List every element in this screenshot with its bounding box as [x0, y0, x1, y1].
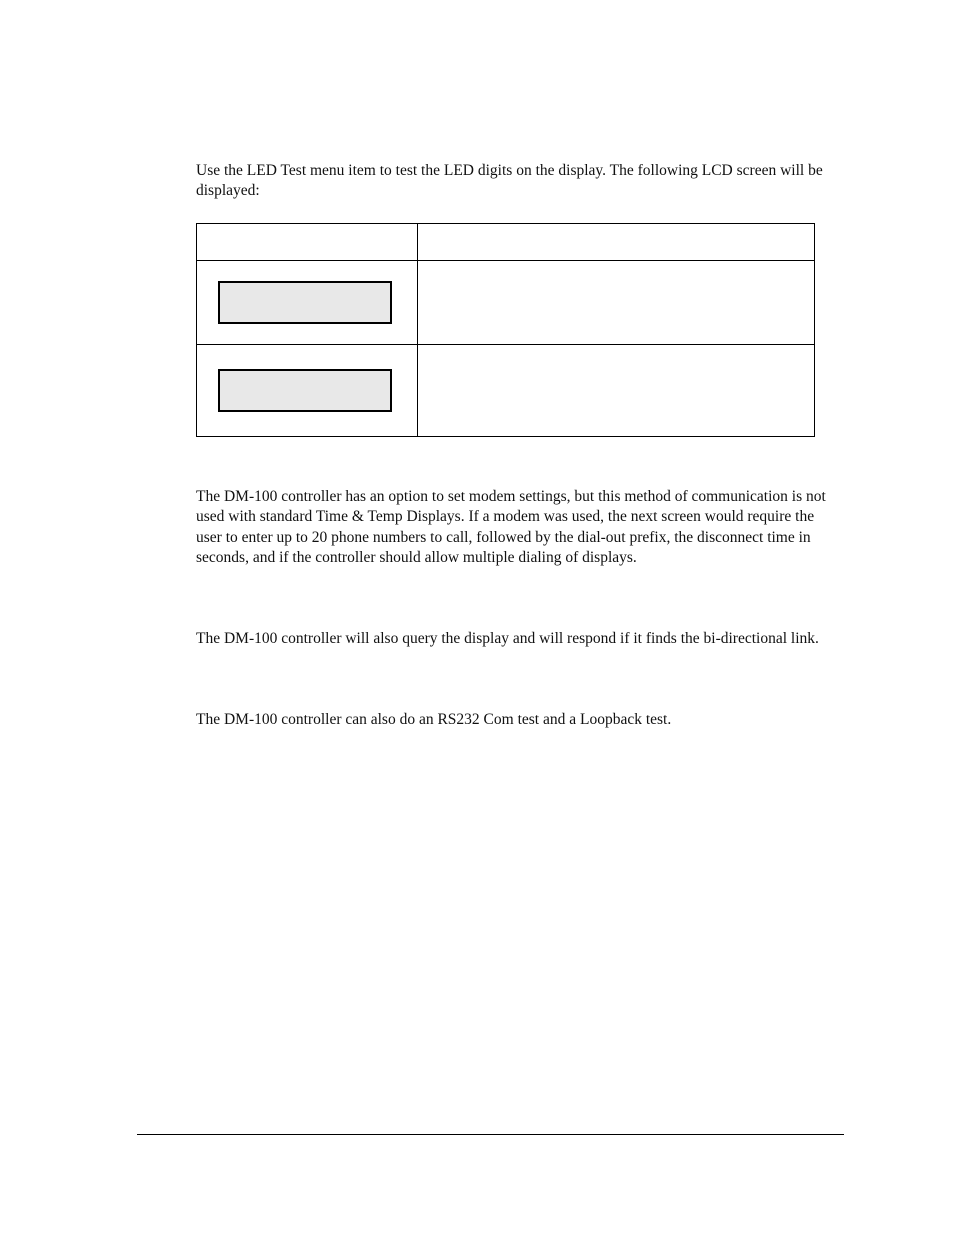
table-header-row: [197, 224, 815, 261]
lcd-screen-cell: [197, 345, 418, 437]
modem-settings-paragraph: The DM-100 controller has an option to set modem settings, but this method of communication is not used with standard Time & Temp Displays. If a modem was used, the next screen would require the user to enter up to 20 phone numbers to call, followed by the dial-out prefix, the disconnect time in seconds, and if the controller should allow multiple dialing of displays.: [196, 488, 826, 567]
footer-divider: [137, 1134, 844, 1135]
table-row: [197, 261, 815, 345]
description-cell: [418, 345, 815, 437]
led-test-intro-paragraph: Use the LED Test menu item to test the LED digits on the display. The following LCD screen will be displayed:: [196, 162, 823, 200]
lcd-screen: [218, 281, 392, 324]
table-header-cell-description: [418, 224, 815, 261]
query-display-paragraph: The DM-100 controller will also query the display and will respond if it finds the bi-directional link.: [196, 630, 819, 647]
lcd-screen-table: [196, 223, 815, 437]
description-cell: [418, 261, 815, 345]
lcd-screen: [218, 369, 392, 412]
table-row: [197, 345, 815, 437]
com-test-paragraph: The DM-100 controller can also do an RS232 Com test and a Loopback test.: [196, 711, 672, 728]
table-header-cell-screen: [197, 224, 418, 261]
lcd-screen-cell: [197, 261, 418, 345]
